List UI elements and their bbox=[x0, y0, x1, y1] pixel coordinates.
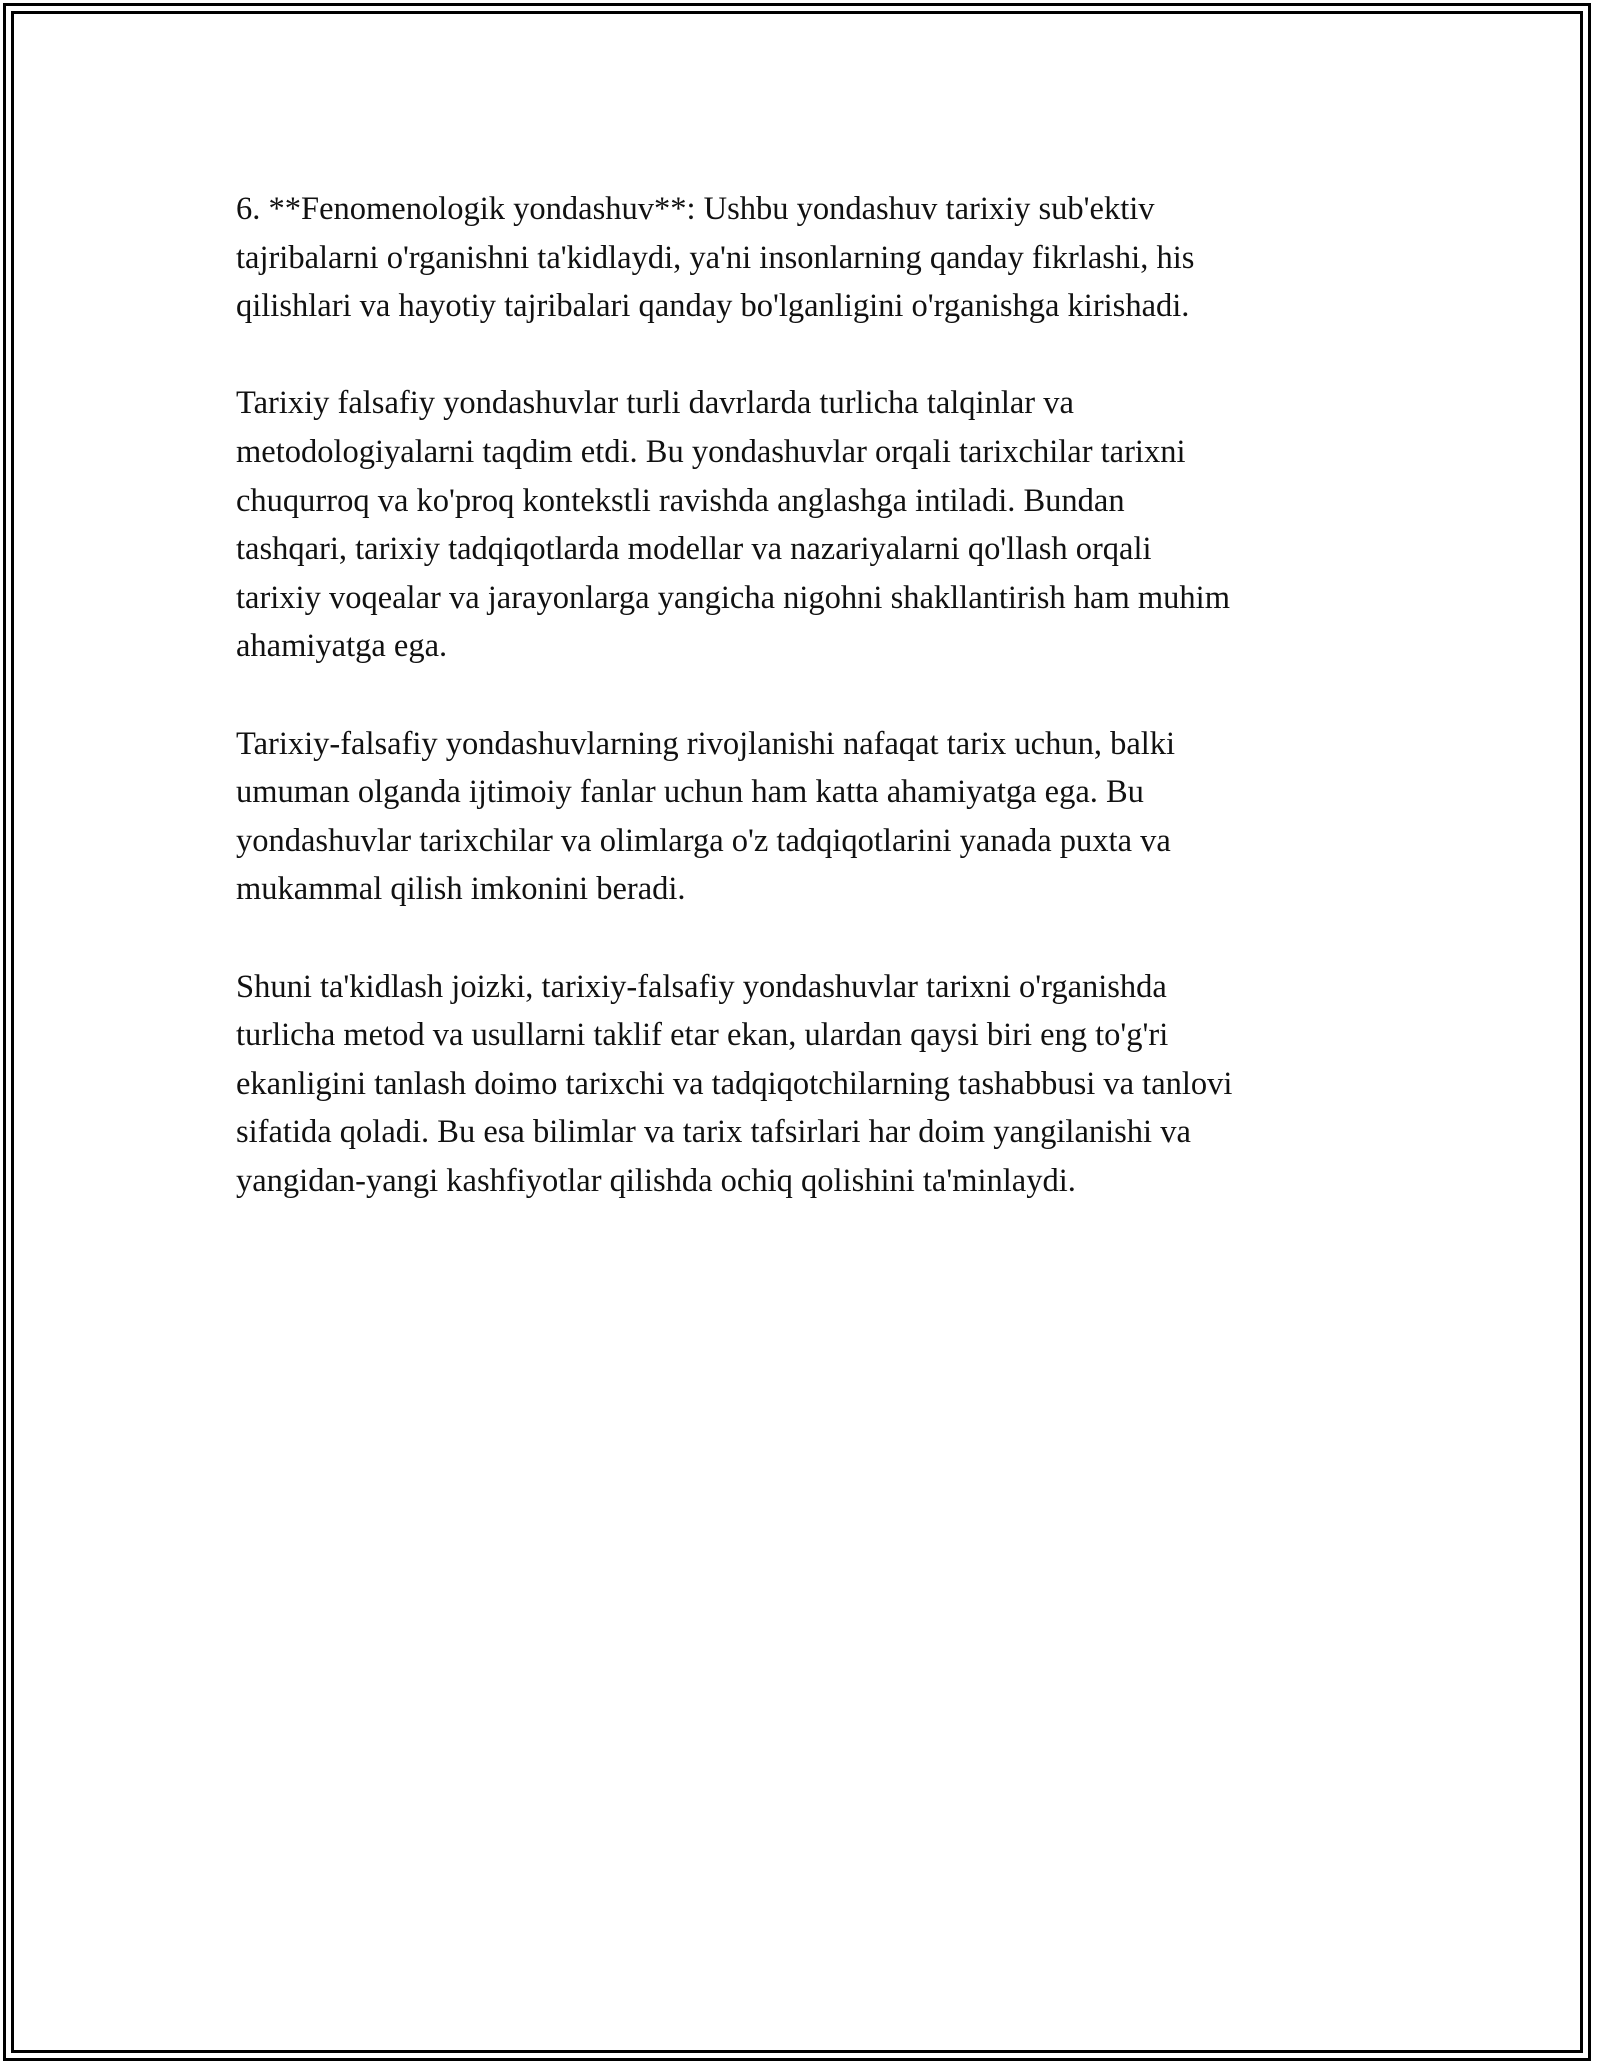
text-line: ahamiyatga ega. bbox=[236, 628, 448, 665]
text-line: mukammal qilish imkonini beradi. bbox=[236, 871, 686, 908]
paragraph-historical-philosophical-approaches bbox=[236, 379, 1386, 671]
paragraph-conclusion bbox=[236, 963, 1386, 1206]
text-line: turlicha metod va usullarni taklif etar ekan, ulardan qaysi biri eng to'g'ri bbox=[236, 1017, 1169, 1054]
text-line: Tarixiy falsafiy yondashuvlar turli davrlarda turlicha talqinlar va bbox=[236, 385, 1074, 422]
text-line: chuqurroq va ko'proq kontekstli ravishda anglashga intiladi. Bundan bbox=[236, 482, 1125, 519]
text-line: Shuni ta'kidlash joizki, tarixiy-falsafiy yondashuvlar tarixni o'rganishda bbox=[236, 968, 1167, 1005]
text-line: metodologiyalarni taqdim etdi. Bu yondashuvlar orqali tarixchilar tarixni bbox=[236, 433, 1186, 470]
text-line: Tarixiy-falsafiy yondashuvlarning rivojlanishi nafaqat tarix uchun, balki bbox=[236, 725, 1176, 762]
text-line: sifatida qoladi. Bu esa bilimlar va tarix tafsirlari har doim yangilanishi va bbox=[236, 1114, 1191, 1151]
text-line: qilishlari va hayotiy tajribalari qanday bo'lganligini o'rganishga kirishadi. bbox=[236, 288, 1190, 325]
text-line: yondashuvlar tarixchilar va olimlarga o'z tadqiqotlarini yanada puxta va bbox=[236, 822, 1171, 859]
document-body bbox=[236, 185, 1386, 1254]
paragraph-phenomenological-approach bbox=[236, 185, 1386, 331]
text-line: tarixiy voqealar va jarayonlarga yangicha nigohni shakllantirish ham muhim bbox=[236, 579, 1230, 616]
text-line: 6. **Fenomenologik yondashuv**: Ushbu yondashuv tarixiy sub'ektiv bbox=[236, 191, 1155, 227]
paragraph-development-importance bbox=[236, 720, 1386, 914]
text-line: umuman olganda ijtimoiy fanlar uchun ham katta ahamiyatga ega. Bu bbox=[236, 774, 1144, 811]
text-line: yangidan-yangi kashfiyotlar qilishda ochiq qolishini ta'minlaydi. bbox=[236, 1162, 1076, 1199]
text-line: ekanligini tanlash doimo tarixchi va tadqiqotchilarning tashabbusi va tanlovi bbox=[236, 1065, 1233, 1102]
text-line: tajribalarni o'rganishni ta'kidlaydi, ya'ni insonlarning qanday fikrlashi, his bbox=[236, 239, 1195, 276]
text-line: tashqari, tarixiy tadqiqotlarda modellar va nazariyalarni qo'llash orqali bbox=[236, 531, 1152, 568]
